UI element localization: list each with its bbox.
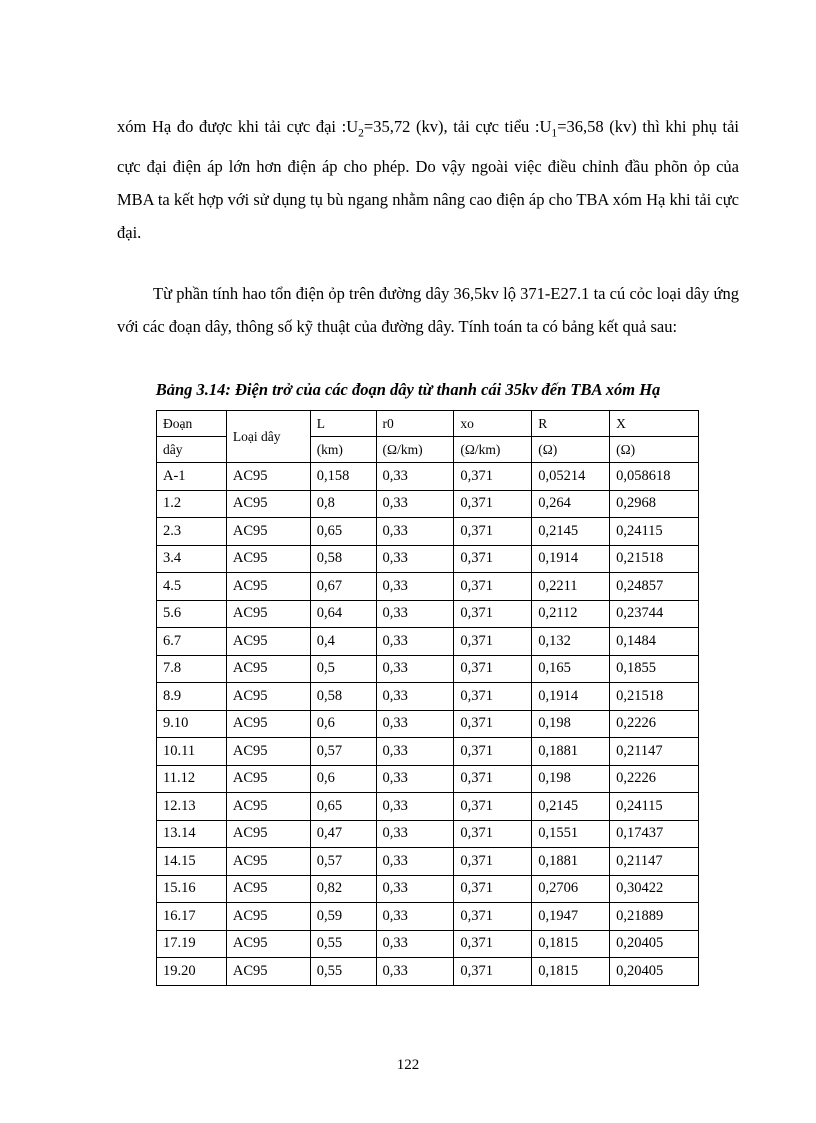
table-row [157,518,699,546]
cell-segment: 16.17 [157,903,227,931]
cell-reactance: 0,2226 [610,765,699,793]
cell-reactance: 0,1484 [610,628,699,656]
cell-r0: 0,33 [376,490,454,518]
table-row [157,765,699,793]
cell-r0: 0,33 [376,628,454,656]
page-number: 122 [396,1057,420,1073]
cell-xo: 0,371 [454,683,532,711]
cell-wire-type: AC95 [226,765,310,793]
cell-resistance: 0,264 [532,490,610,518]
cell-length: 0,57 [310,738,376,766]
cell-wire-type: AC95 [226,655,310,683]
cell-length: 0,82 [310,875,376,903]
cell-xo: 0,371 [454,820,532,848]
cell-xo: 0,371 [454,518,532,546]
cell-length: 0,55 [310,958,376,986]
cell-r0: 0,33 [376,600,454,628]
header-loai-day: Loại dây [226,411,310,463]
cell-reactance: 0,2226 [610,710,699,738]
cell-r0: 0,33 [376,655,454,683]
cell-resistance: 0,1914 [532,545,610,573]
cell-resistance: 0,2145 [532,793,610,821]
cell-length: 0,59 [310,903,376,931]
cell-wire-type: AC95 [226,490,310,518]
cell-segment: 3.4 [157,545,227,573]
cell-segment: 2.3 [157,518,227,546]
header-X-top: X [610,411,699,437]
cell-r0: 0,33 [376,518,454,546]
cell-length: 0,6 [310,710,376,738]
cell-wire-type: AC95 [226,683,310,711]
header-L-bottom: (km) [310,437,376,463]
cell-length: 0,58 [310,545,376,573]
cell-wire-type: AC95 [226,848,310,876]
cell-reactance: 0,21518 [610,683,699,711]
cell-xo: 0,371 [454,628,532,656]
cell-segment: 9.10 [157,710,227,738]
cell-segment: 11.12 [157,765,227,793]
cell-wire-type: AC95 [226,903,310,931]
cell-length: 0,8 [310,490,376,518]
cell-xo: 0,371 [454,875,532,903]
cell-reactance: 0,30422 [610,875,699,903]
table-row [157,628,699,656]
cell-xo: 0,371 [454,903,532,931]
cell-resistance: 0,2706 [532,875,610,903]
body-paragraph-2: Từ phần tính hao tổn điện ỏp trên đường dây 36,5kv lộ 371-E27.1 ta cú cỏc loại dây ứng với các đoạn dây, thông số kỹ thuật của đường dây. Tính toán ta có bảng kết quả sau: [117,284,739,336]
cell-r0: 0,33 [376,903,454,931]
cell-wire-type: AC95 [226,930,310,958]
cell-wire-type: AC95 [226,545,310,573]
cell-xo: 0,371 [454,490,532,518]
cell-segment: 17.19 [157,930,227,958]
header-r0-top: r0 [376,411,454,437]
cell-xo: 0,371 [454,765,532,793]
cell-xo: 0,371 [454,463,532,491]
cell-resistance: 0,2145 [532,518,610,546]
cell-length: 0,58 [310,683,376,711]
cell-r0: 0,33 [376,848,454,876]
cell-length: 0,67 [310,573,376,601]
cell-xo: 0,371 [454,793,532,821]
cell-segment: 19.20 [157,958,227,986]
header-doan-bottom: dây [157,437,227,463]
cell-resistance: 0,05214 [532,463,610,491]
cell-segment: 7.8 [157,655,227,683]
cell-r0: 0,33 [376,738,454,766]
cell-reactance: 0,24115 [610,793,699,821]
header-R-bottom: (Ω) [532,437,610,463]
cell-length: 0,6 [310,765,376,793]
cell-r0: 0,33 [376,958,454,986]
cell-segment: 8.9 [157,683,227,711]
cell-reactance: 0,23744 [610,600,699,628]
header-xo-top: xo [454,411,532,437]
cell-r0: 0,33 [376,930,454,958]
cell-resistance: 0,1881 [532,848,610,876]
cell-r0: 0,33 [376,820,454,848]
cell-r0: 0,33 [376,710,454,738]
cell-reactance: 0,17437 [610,820,699,848]
header-L-top: L [310,411,376,437]
cell-segment: 4.5 [157,573,227,601]
cell-resistance: 0,2211 [532,573,610,601]
cell-xo: 0,371 [454,545,532,573]
cell-resistance: 0,198 [532,710,610,738]
header-r0-bottom: (Ω/km) [376,437,454,463]
cell-wire-type: AC95 [226,600,310,628]
cell-r0: 0,33 [376,573,454,601]
table-caption: Bảng 3.14: Điện trở của các đoạn dây từ thanh cái 35kv đến TBA xóm Hạ [155,380,661,399]
cell-length: 0,57 [310,848,376,876]
cell-length: 0,64 [310,600,376,628]
cell-reactance: 0,21147 [610,738,699,766]
table-row [157,655,699,683]
paragraph-1-text-b: =35,72 (kv), tải cực tiểu :U [363,117,552,136]
cell-resistance: 0,2112 [532,600,610,628]
resistance-table [156,410,699,986]
paragraph-1-text-c: =36,58 (kv) thì khi phụ tải cực đại điện áp lớn hơn điện áp cho phép. Do vậy ngoài việc điều chỉnh đầu phõn ỏp của MBA ta kết hợp với sử dụng tụ bù ngang nhằm nâng cao điện áp cho TBA xóm Hạ khi tải cực đại. [117,117,739,243]
cell-resistance: 0,132 [532,628,610,656]
cell-resistance: 0,1881 [532,738,610,766]
table-row [157,793,699,821]
cell-reactance: 0,058618 [610,463,699,491]
cell-wire-type: AC95 [226,710,310,738]
cell-xo: 0,371 [454,738,532,766]
paragraph-1-text-a: xóm Hạ đo được khi tải cực đại :U [117,117,359,136]
table-row [157,545,699,573]
table-row [157,930,699,958]
cell-wire-type: AC95 [226,738,310,766]
cell-xo: 0,371 [454,848,532,876]
cell-wire-type: AC95 [226,518,310,546]
cell-wire-type: AC95 [226,820,310,848]
cell-wire-type: AC95 [226,793,310,821]
cell-xo: 0,371 [454,710,532,738]
cell-wire-type: AC95 [226,628,310,656]
table-row [157,463,699,491]
cell-resistance: 0,1947 [532,903,610,931]
table-row [157,573,699,601]
cell-r0: 0,33 [376,545,454,573]
cell-reactance: 0,20405 [610,930,699,958]
cell-wire-type: AC95 [226,573,310,601]
cell-wire-type: AC95 [226,875,310,903]
table-row [157,958,699,986]
cell-length: 0,47 [310,820,376,848]
table-row [157,710,699,738]
cell-reactance: 0,24115 [610,518,699,546]
table-row [157,903,699,931]
cell-segment: 10.11 [157,738,227,766]
cell-reactance: 0,21518 [610,545,699,573]
cell-resistance: 0,1815 [532,930,610,958]
cell-xo: 0,371 [454,655,532,683]
cell-length: 0,55 [310,930,376,958]
cell-segment: 5.6 [157,600,227,628]
table-row [157,683,699,711]
cell-reactance: 0,2968 [610,490,699,518]
cell-segment: 12.13 [157,793,227,821]
cell-r0: 0,33 [376,765,454,793]
cell-length: 0,4 [310,628,376,656]
body-paragraph-1 [117,110,739,249]
cell-segment: 15.16 [157,875,227,903]
cell-reactance: 0,21889 [610,903,699,931]
cell-segment: A-1 [157,463,227,491]
subscript-1: 1 [551,127,558,140]
cell-length: 0,65 [310,793,376,821]
cell-xo: 0,371 [454,573,532,601]
cell-segment: 1.2 [157,490,227,518]
cell-xo: 0,371 [454,930,532,958]
cell-xo: 0,371 [454,600,532,628]
subscript-2: 2 [358,127,364,140]
cell-resistance: 0,1815 [532,958,610,986]
table-row [157,600,699,628]
cell-segment: 6.7 [157,628,227,656]
cell-resistance: 0,1914 [532,683,610,711]
header-doan-top: Đoạn [157,411,227,437]
cell-segment: 14.15 [157,848,227,876]
cell-length: 0,158 [310,463,376,491]
cell-resistance: 0,198 [532,765,610,793]
cell-wire-type: AC95 [226,463,310,491]
cell-r0: 0,33 [376,463,454,491]
cell-reactance: 0,21147 [610,848,699,876]
cell-wire-type: AC95 [226,958,310,986]
cell-reactance: 0,20405 [610,958,699,986]
header-xo-bottom: (Ω/km) [454,437,532,463]
cell-resistance: 0,1551 [532,820,610,848]
table-row [157,820,699,848]
cell-length: 0,5 [310,655,376,683]
table-row [157,738,699,766]
cell-reactance: 0,1855 [610,655,699,683]
cell-length: 0,65 [310,518,376,546]
cell-r0: 0,33 [376,875,454,903]
header-X-bottom: (Ω) [610,437,699,463]
cell-reactance: 0,24857 [610,573,699,601]
table-row [157,875,699,903]
table-row [157,848,699,876]
cell-segment: 13.14 [157,820,227,848]
cell-xo: 0,371 [454,958,532,986]
table-body [157,463,699,986]
table-row [157,490,699,518]
cell-r0: 0,33 [376,793,454,821]
cell-resistance: 0,165 [532,655,610,683]
cell-r0: 0,33 [376,683,454,711]
header-R-top: R [532,411,610,437]
